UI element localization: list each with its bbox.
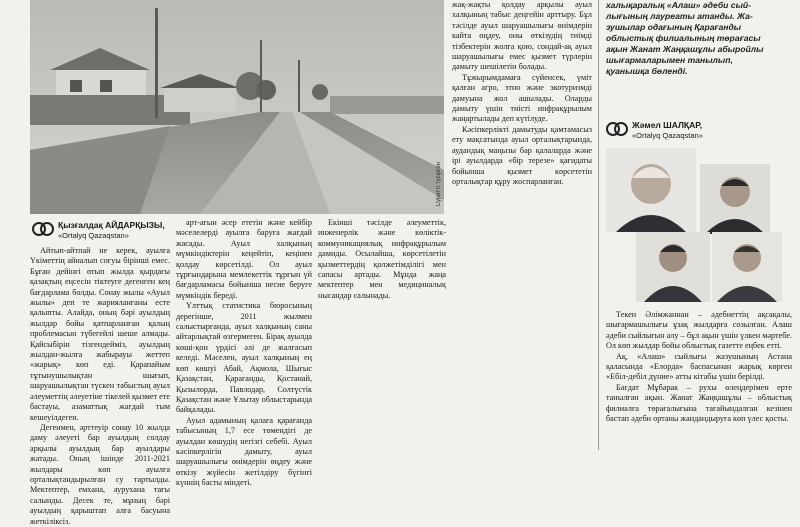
photo-credit: Суретті түсірген <box>436 161 442 206</box>
paragraph: Үлттық статистика бюросының дерегінше, 2011 жылмен салыстырғанда, ауыл халқының саны айтарлықтай өзгермеген. Бірақ ауылда көші-қон үрдісі әлі де жалғасып келеді. Мәселен, ауыл халқының ең көп көшуі Абай, Ақмола, Шығыс Қазақстан, Қарағанды, Қостанай, Қызылорда, Павлодар, Солтүстік Қазақстан және Ұлытау облыстарында байқалады. <box>176 301 312 415</box>
paragraph: жақ-жақты қолдау арқылы ауыл халқының табыс деңгейін арттыру. Бұл тәсілде ауыл шаруашылығы өнімдерін кайта өңдеу, оны өткізудің тиімді тізбектерін жолға қою, сондай-ақ ауыл шаруашылығы емес қызмет түрлерін дамыту шешілетін болады. <box>452 0 592 72</box>
paragraph: арт-ағын әсер ететін және кейбір мәселелерді ауылға баруға жағдай жасады. Ауыл халқының мүмкіндіктерін кеңейтіп, кеңінен қолдау көрсетілді. Ол ауыл тұрғындарына мемлекеттік тұрғын үй бағдарламасы бойынша несие беруге мүмкіндік береді. <box>176 218 312 300</box>
paragraph: Бағдат Мұбарак – рухы өлеңдерімен ерте танылған ақын. Жанат Жаңқашұлы – облыстық филиалға төрағалығына тағайындалған кезінен бастап әдеби ортаны жандандыруға көп үлес қосты. <box>606 382 792 424</box>
man-portrait-icon <box>700 164 770 234</box>
headline-line: шығармаларымен танылып, <box>606 55 733 65</box>
author-name-left: Қызғалдақ АЙДАРҚЫЗЫ, <box>58 220 165 230</box>
paragraph: Ауыл адамының қалаға қарағанда табысының 1,7 есе төмендігі де ауылдан көшудің негізгі себебі. Ауыл кәсіпкерлігін дамыту, ауыл шаруашылығы өнімдерін өңдеу және өткізу жүйесін жетілдіру бүгінгі күннің басты міндеті. <box>176 415 312 488</box>
article-column-right <box>606 310 792 450</box>
headline-line: ақын Жанат Жаңқашұлы абыройлы <box>606 44 764 54</box>
article-column-2 <box>176 218 312 488</box>
column-divider <box>598 0 599 450</box>
portrait-photo-2 <box>700 164 770 234</box>
paragraph: Тұжырымдамаға сүйенсек, үміт қалған агро, этно және экотуризмді дамуына жол ашылады. Оларды дамыту үшін тиісті инфрақұрылым жаңартылады деп күтілуде. <box>452 72 592 124</box>
village-street-image <box>30 0 444 214</box>
street-photo <box>30 0 444 214</box>
newspaper-logo-icon <box>32 222 54 236</box>
portrait-photo-3 <box>636 232 710 302</box>
paragraph: Ақ, «Алаш» сыйлығы жазушының Астана қаласында «Елорда» баспасынан жарық көрген «Ебіл-дебіл дүние» атты кітабы үшін берілді. <box>606 351 792 382</box>
author-byline-right <box>606 120 786 148</box>
newspaper-logo-icon <box>606 122 628 136</box>
portrait-photo-1 <box>606 148 696 232</box>
man-portrait-icon <box>636 232 710 302</box>
paragraph: Айтып-айтпай не керек, ауылға Үкіметтің айналып соғуы бірінші емес. Бұған дейінгі өтып жылда қырдағы қазақтың еңсесін тіктеуге дегенген кең бағдарлама болды. Сонау жылы «Ауыл жылы» деп те жарияланғаны есте қалыпты. Алайда, оның бәрі ауылдың жылдар бойы қатпарланған қалың проблемасын түбегейлі шеше алмады. Қайсыбірін тізгендейміз, ауылдың жылдан-жылға жабырауы жеттеп «жарық» көп еді. Қарапайым тұтынушылықтан шығып, шаруашылықтан түскен табыстың ауыл әлеуметтің әлеуетіне тікелей қызмет ете бастауы, азаматтық жағдай тым кешеуілдеген. <box>30 246 170 422</box>
article-column-1 <box>30 246 170 526</box>
award-headline <box>606 0 796 77</box>
headline-line: облыстық филиалының төрағасы <box>606 33 761 43</box>
author-byline-left <box>30 218 180 246</box>
author-org-left: «Ortalyq Qazaqstan» <box>58 231 129 240</box>
headline-line: қуанышқа бөленді. <box>606 66 688 76</box>
portrait-photo-4 <box>712 232 782 302</box>
man-portrait-icon <box>712 232 782 302</box>
paragraph: Екінші тәсілде әлеуметтік, инженерлік және көліктік-коммуникациялық инфрақұрылым дамиды. Осылайша, көрсетілетін қызметтердің қолжетімділігі мен сапасы артады. Мұнда жаңа мектептер мен медициналық нысандар салынады. <box>318 218 446 300</box>
article-column-4 <box>452 0 592 450</box>
author-name-right: Жәмел ШАЛҚАР, <box>632 120 703 130</box>
headline-line: халықаралық «Алаш» әдеби сый- <box>606 0 752 10</box>
paragraph: Дегенмен, әрттеуір сонау 10 жылда даму әлеуеті бар ауылдың солдау арқылы ауылдың бар ауылдары жатады. Оның ішінде 2011-2021 жылдары көп ауылға орталықтандырылған су тартылды. Мектептер, емхана, аурухана тағы салынды. Десек те, мұның бәрі ауылдың қарыштап алға басуына жеткіліксіз. <box>30 422 170 526</box>
paragraph: Текен Әлімжаннан – әдебиеттің ақсақалы, шығармашылығы ұзақ жылдарға созылған. Алаш әдеби сыйлығын алу – бұл ақын үшін үлкен мәртебе. Ол көп жылдар бойы облыстық газетте еңбек етті. <box>606 310 792 351</box>
man-portrait-icon <box>606 148 696 232</box>
headline-line: лығының лауреаты атанды. Жа- <box>606 11 753 21</box>
paragraph: Кәсіпкерлікті дамытуды қамтамасыз ету мақсатында ауыл орталықтарында, аудандық маңызы бар қалаларда және ірі ауылдарда «бір терезе» қағидаты бойынша қызмет көрсететін орталықтар құру жоспарланған. <box>452 124 592 186</box>
headline-line: зушылар одағының Қарағанды <box>606 22 742 32</box>
author-org-right: «Ortalyq Qazaqstan» <box>632 131 703 140</box>
article-column-3 <box>318 218 446 450</box>
